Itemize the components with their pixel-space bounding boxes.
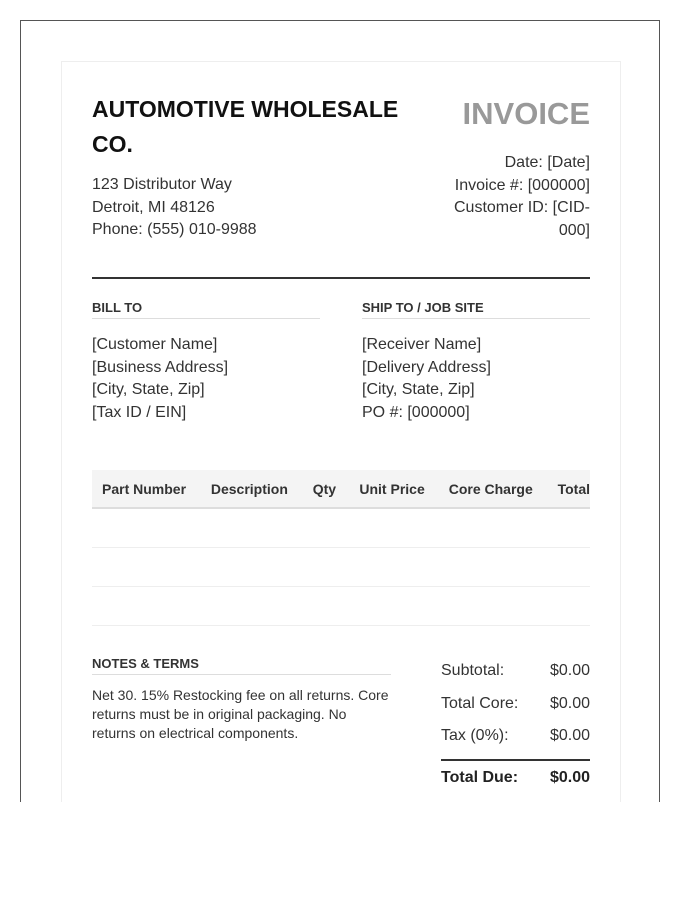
table-cell — [439, 587, 548, 626]
table-cell — [303, 548, 350, 587]
tax-row — [441, 720, 590, 753]
subtotal-value: $0.00 — [549, 662, 590, 680]
table-cell — [201, 508, 303, 548]
company-name: AUTOMOTIVE WHOLESALE CO. — [92, 96, 399, 157]
company-address — [92, 174, 257, 242]
table-cell — [439, 548, 548, 587]
table-cell — [548, 508, 590, 548]
subtotal-row — [441, 655, 590, 688]
table-cell — [439, 508, 548, 548]
line-items-table — [92, 470, 590, 626]
bill-to-line: [City, State, Zip] — [92, 381, 205, 398]
table-cell — [201, 587, 303, 626]
table-cell — [548, 548, 590, 587]
invoice-date: Date: [Date] — [504, 154, 590, 171]
column-header-unit-price: Unit Price — [349, 470, 438, 508]
total-due-label: Total Due: — [441, 768, 519, 786]
notes-text: Net 30. 15% Restocking fee on all returns. Core returns must be in original packaging. No returns on electrical components. — [92, 687, 389, 741]
invoice-title: INVOICE — [462, 96, 590, 131]
table-cell — [92, 548, 201, 587]
tax-value: $0.00 — [549, 727, 590, 745]
column-header-qty: Qty — [303, 470, 350, 508]
customer-id-continued: 000] — [558, 221, 590, 239]
company-city: Detroit, MI 48126 — [92, 198, 215, 216]
column-header-description: Description — [201, 470, 303, 508]
ship-to-line: [City, State, Zip] — [362, 381, 475, 398]
table-header-row — [92, 470, 590, 508]
bill-to-heading: BILL TO — [92, 300, 320, 319]
table-row — [92, 548, 590, 587]
total-core-row — [441, 688, 590, 721]
total-due-row — [441, 759, 590, 795]
total-due-value: $0.00 — [549, 768, 590, 786]
invoice-meta — [440, 152, 590, 242]
ship-to-address — [362, 334, 491, 424]
table-cell — [201, 548, 303, 587]
bill-to-line: [Tax ID / EIN] — [92, 403, 187, 421]
column-header-part-number: Part Number — [92, 470, 201, 508]
ship-to-line: [Delivery Address] — [362, 358, 491, 376]
table-cell — [349, 587, 438, 626]
header-divider — [92, 277, 590, 279]
bill-to-line: [Customer Name] — [92, 336, 218, 353]
notes-heading: NOTES & TERMS — [92, 656, 391, 675]
customer-id: Customer ID: [CID- — [453, 199, 590, 216]
table-cell — [548, 587, 590, 626]
company-street: 123 Distributor Way — [92, 176, 232, 193]
column-header-total: Total — [548, 470, 590, 508]
ship-to-line: [Receiver Name] — [362, 336, 482, 353]
table-row — [92, 587, 590, 626]
invoice-number: Invoice #: [000000] — [454, 176, 590, 194]
table-cell — [92, 508, 201, 548]
table-cell — [349, 548, 438, 587]
subtotal-label: Subtotal: — [441, 662, 505, 680]
total-core-value: $0.00 — [549, 694, 590, 712]
totals-block — [441, 655, 590, 795]
company-phone: Phone: (555) 010-9988 — [92, 221, 257, 238]
total-core-label: Total Core: — [441, 694, 519, 712]
table-cell — [349, 508, 438, 548]
table-cell — [303, 508, 350, 548]
table-cell — [92, 587, 201, 626]
ship-to-heading: SHIP TO / JOB SITE — [362, 300, 590, 319]
tax-label: Tax (0%): — [441, 727, 509, 745]
ship-to-line: PO #: [000000] — [362, 403, 470, 421]
bill-to-line: [Business Address] — [92, 358, 229, 376]
table-row — [92, 508, 590, 548]
column-header-core-charge: Core Charge — [439, 470, 548, 508]
bill-to-address — [92, 334, 228, 424]
table-cell — [303, 587, 350, 626]
